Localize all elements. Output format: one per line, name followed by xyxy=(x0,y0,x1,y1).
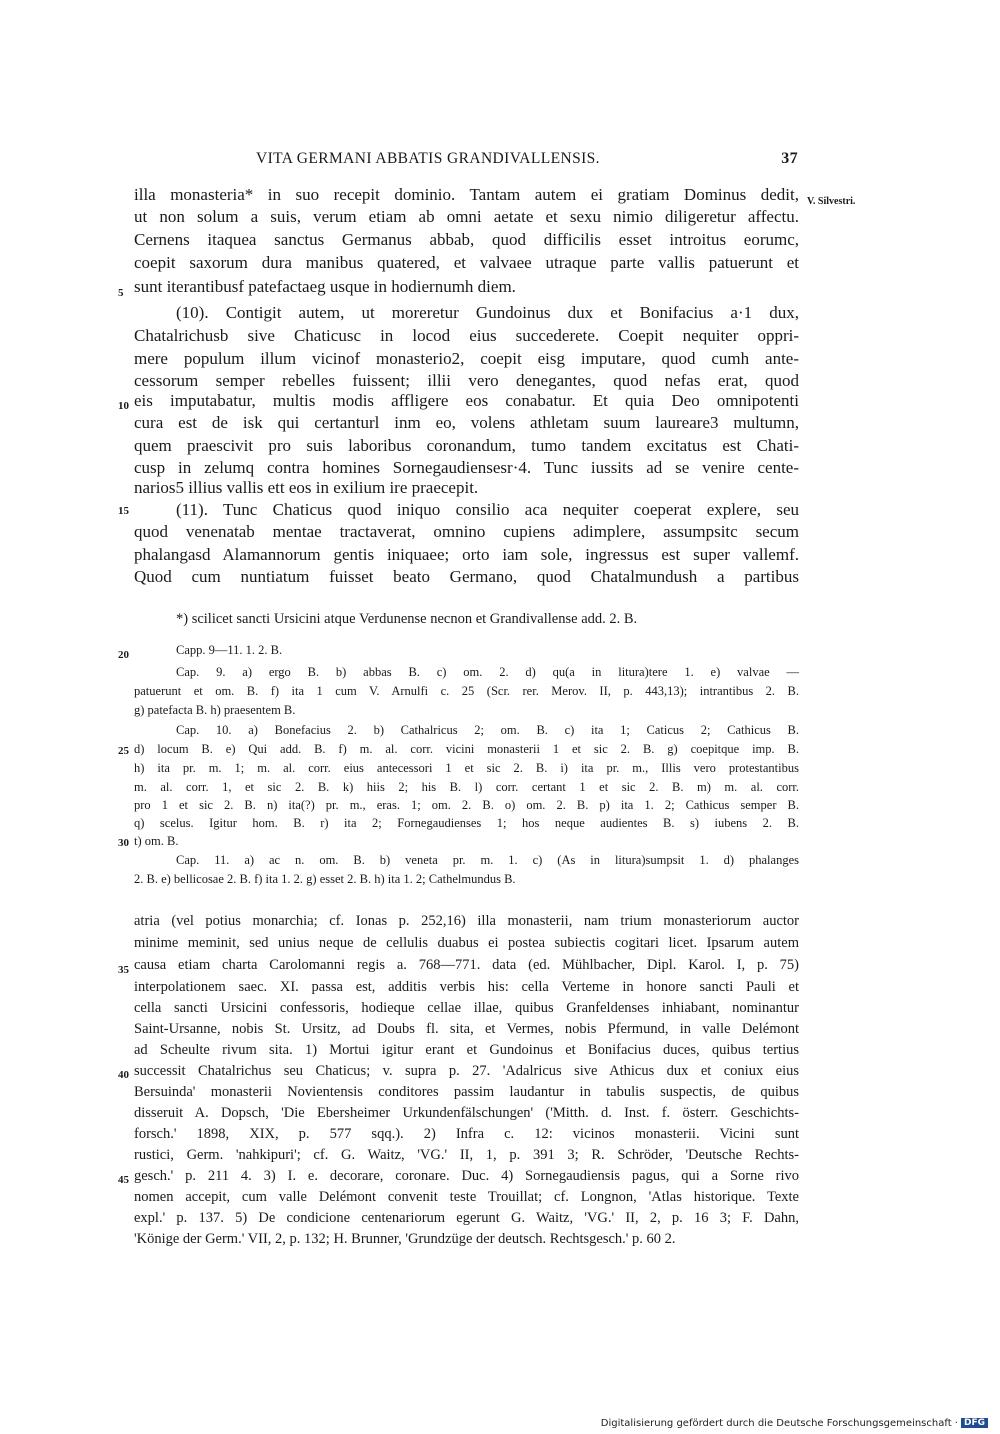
note-line: cella sancti Ursicini confessoris, hodieque cellae illae, quibus Granfeldenses inhiabant, nominantur xyxy=(134,1000,799,1016)
note-line: Bersuinda' monasterii Novientensis conditores passim laudantur in tabulis suspectis, de quibus xyxy=(134,1084,799,1100)
body-line: cura est de isk qui certanturl inm eo, volens athletam suum laureare3 multumn, xyxy=(134,413,799,432)
body-line: cusp in zelumq contra homines Sornegaudiensesr·4. Tunc iussits ad se venire cente- xyxy=(134,458,799,477)
page-number: 37 xyxy=(781,150,798,167)
note-line: 'Könige der Germ.' VII, 2, p. 132; H. Brunner, 'Grundzüge der deutsch. Rechtsgesch.' p. 60 2. xyxy=(134,1231,676,1247)
note-line: disseruit A. Dopsch, 'Die Ebersheimer Urkundenfälschungen' ('Mitth. d. Inst. f. österr. Geschichts- xyxy=(134,1105,799,1121)
asterisk-note: *) scilicet sancti Ursicini atque Verdunense necnon et Grandivallense add. 2. B. xyxy=(176,611,638,627)
note-line: forsch.' 1898, XIX, p. 577 sqq.). 2) Infra c. 12: vicinos monasterii. Vicini sunt xyxy=(134,1126,799,1142)
line-number: 25 xyxy=(118,745,129,757)
line-number: 35 xyxy=(118,964,129,976)
apparatus-line: patuerunt et om. B. f) ita 1 cum V. Arnulfi c. 25 (Scr. rer. Merov. II, p. 443,13); intrantibus 2. B. xyxy=(134,684,799,698)
apparatus-line: d) locum B. e) Qui add. B. f) m. al. corr. vicini monasterii 1 et sic 2. B. g) coepitque imp. B. xyxy=(134,742,799,756)
note-line: gesch.' p. 211 4. 3) I. e. decorare, coronare. Duc. 4) Sornegaudiensis pagus, qui a Sorne rivo xyxy=(134,1168,799,1184)
body-line: sunt iterantibusf patefactaeg usque in hodiernumh diem. xyxy=(134,277,516,296)
body-line: phalangasd Alamannorum gentis iniquaee; orto iam sole, ingressus est super vallemf. xyxy=(134,545,799,564)
dfg-logo: DFG xyxy=(961,1418,988,1428)
body-line: (10). Contigit autem, ut moreretur Gundoinus dux et Bonifacius a·1 dux, xyxy=(176,303,799,322)
body-line: mere populum illum vicinof monasterio2, coepit eisg imputare, quod cumh ante- xyxy=(134,349,799,368)
note-line: expl.' p. 137. 5) De condicione centenariorum egerunt G. Waitz, 'VG.' II, 2, p. 16 3; F. Dahn, xyxy=(134,1210,799,1226)
body-line: narios5 illius vallis ett eos in exilium ire praecepit. xyxy=(134,478,479,497)
line-number: 20 xyxy=(118,649,129,661)
body-line: Quod cum nuntiatum fuisset beato Germano, quod Chatalmundush a partibus xyxy=(134,567,799,586)
apparatus-line: Cap. 10. a) Bonefacius 2. b) Cathalricus 2; om. B. c) ita 1; Caticus 2; Cathicus B. xyxy=(176,723,799,737)
apparatus-line: Capp. 9—11. 1. 2. B. xyxy=(176,643,283,657)
apparatus-line: q) scelus. Igitur hom. B. r) ita 2; Fornegaudienses 1; hos neque audientes B. s) iubens 2. B. xyxy=(134,816,799,830)
note-line: causa etiam charta Carolomanni regis a. 768—771. data (ed. Mühlbacher, Dipl. Karol. I, p. 75) xyxy=(134,957,799,973)
apparatus-line: m. al. corr. 1, et sic 2. B. k) hiis 2; his B. l) corr. certant 1 et sic 2. B. m) m. al. corr. xyxy=(134,780,799,794)
body-line: Cernens itaquea sanctus Germanus abbab, quod difficilis esset introitus eorumc, xyxy=(134,230,799,249)
digitization-credit xyxy=(601,1418,988,1429)
line-number: 30 xyxy=(118,837,129,849)
note-line: rustici, Germ. 'nahkipuri'; cf. G. Waitz, 'VG.' II, 1, p. 391 3; R. Schröder, 'Deutsche Rechts- xyxy=(134,1147,799,1163)
apparatus-line: Cap. 9. a) ergo B. b) abbas B. c) om. 2. d) qu(a in litura)tere 1. e) valvae — xyxy=(176,665,799,679)
body-line: Chatalrichusb sive Chaticusc in locod eius succederete. Coepit nequiter oppri- xyxy=(134,326,799,345)
apparatus-line: 2. B. e) bellicosae 2. B. f) ita 1. 2. g) esset 2. B. h) ita 1. 2; Cathelmundus B. xyxy=(134,872,516,886)
note-line: Saint-Ursanne, nobis St. Ursitz, ad Doubs fl. sita, et Vermes, nobis Pfermund, in valle Delémont xyxy=(134,1021,799,1037)
body-line: quem praescivit pro suis laboribus coronandum, tumo tandem excitatus est Chati- xyxy=(134,436,799,455)
line-number: 5 xyxy=(118,287,124,299)
line-number: 40 xyxy=(118,1069,129,1081)
body-line: cessorum semper rebelles fuissent; illii vero denegantes, quod nefas erat, quod xyxy=(134,371,799,390)
margin-note: V. Silvestri. xyxy=(807,196,856,207)
note-line: ad Scheulte rivum sita. 1) Mortui igitur erant et Gundoinus et Bonifacius duces, quibus tertius xyxy=(134,1042,799,1058)
apparatus-line: t) om. B. xyxy=(134,834,179,848)
note-line: successit Chatalrichus seu Chaticus; v. supra p. 27. 'Adalricus sive Athicus dux et coniux eius xyxy=(134,1063,799,1079)
note-line: nomen accepit, cum valle Delémont convenit teste Trouillat; cf. Longnon, 'Atlas historique. Texte xyxy=(134,1189,799,1205)
apparatus-line: Cap. 11. a) ac n. om. B. b) veneta pr. m. 1. c) (As in litura)sumpsit 1. d) phalanges xyxy=(176,853,799,867)
running-header xyxy=(134,150,798,172)
line-number: 45 xyxy=(118,1174,129,1186)
page-title: VITA GERMANI ABBATIS GRANDIVALLENSIS. xyxy=(256,150,600,167)
note-line: minime meminit, sed unius neque de cellulis duabus ei postea subiectis cogitari licet. Ipsarum autem xyxy=(134,935,799,951)
body-line: (11). Tunc Chaticus quod iniquo consilio aca nequiter coeperat explere, seu xyxy=(176,500,799,519)
apparatus-line: pro 1 et sic 2. B. n) ita(?) pr. m., eras. 1; om. 2. B. o) om. 2. B. p) ita 1. 2; Cathicus semper B. xyxy=(134,798,799,812)
apparatus-line: g) patefacta B. h) praesentem B. xyxy=(134,703,296,717)
body-line: coepit saxorum dura manibus quatered, et valvaee utraque parte vallis patuerunt et xyxy=(134,253,799,272)
line-number: 15 xyxy=(118,505,129,517)
credit-text: Digitalisierung gefördert durch die Deutsche Forschungsgemeinschaft · xyxy=(600,1418,958,1429)
body-line: quod venenatab mentae tractaverat, omnino cupiens adimplere, assumpsitc secum xyxy=(134,522,799,541)
body-line: ut non solum a suis, verum etiam ab omni aetate et sexu nimio diligeretur affectu. xyxy=(134,207,799,226)
note-line: atria (vel potius monarchia; cf. Ionas p. 252,16) illa monasterii, nam trium monasteriorum auctor xyxy=(134,913,799,929)
apparatus-line: h) ita pr. m. 1; m. al. corr. eius antecessori 1 et sic 2. B. i) ita pr. m., Illis vero protestantibus xyxy=(134,761,799,775)
body-line: eis imputabatur, multis modis affligere eos conabatur. Et quia Deo omnipotenti xyxy=(134,391,799,410)
note-line: interpolationem saec. XI. passa est, additis verbis his: cella Verteme in honore sancti Pauli et xyxy=(134,979,799,995)
line-number: 10 xyxy=(118,400,129,412)
body-line: illa monasteria* in suo recepit dominio. Tantam autem ei gratiam Dominus dedit, xyxy=(134,185,799,204)
